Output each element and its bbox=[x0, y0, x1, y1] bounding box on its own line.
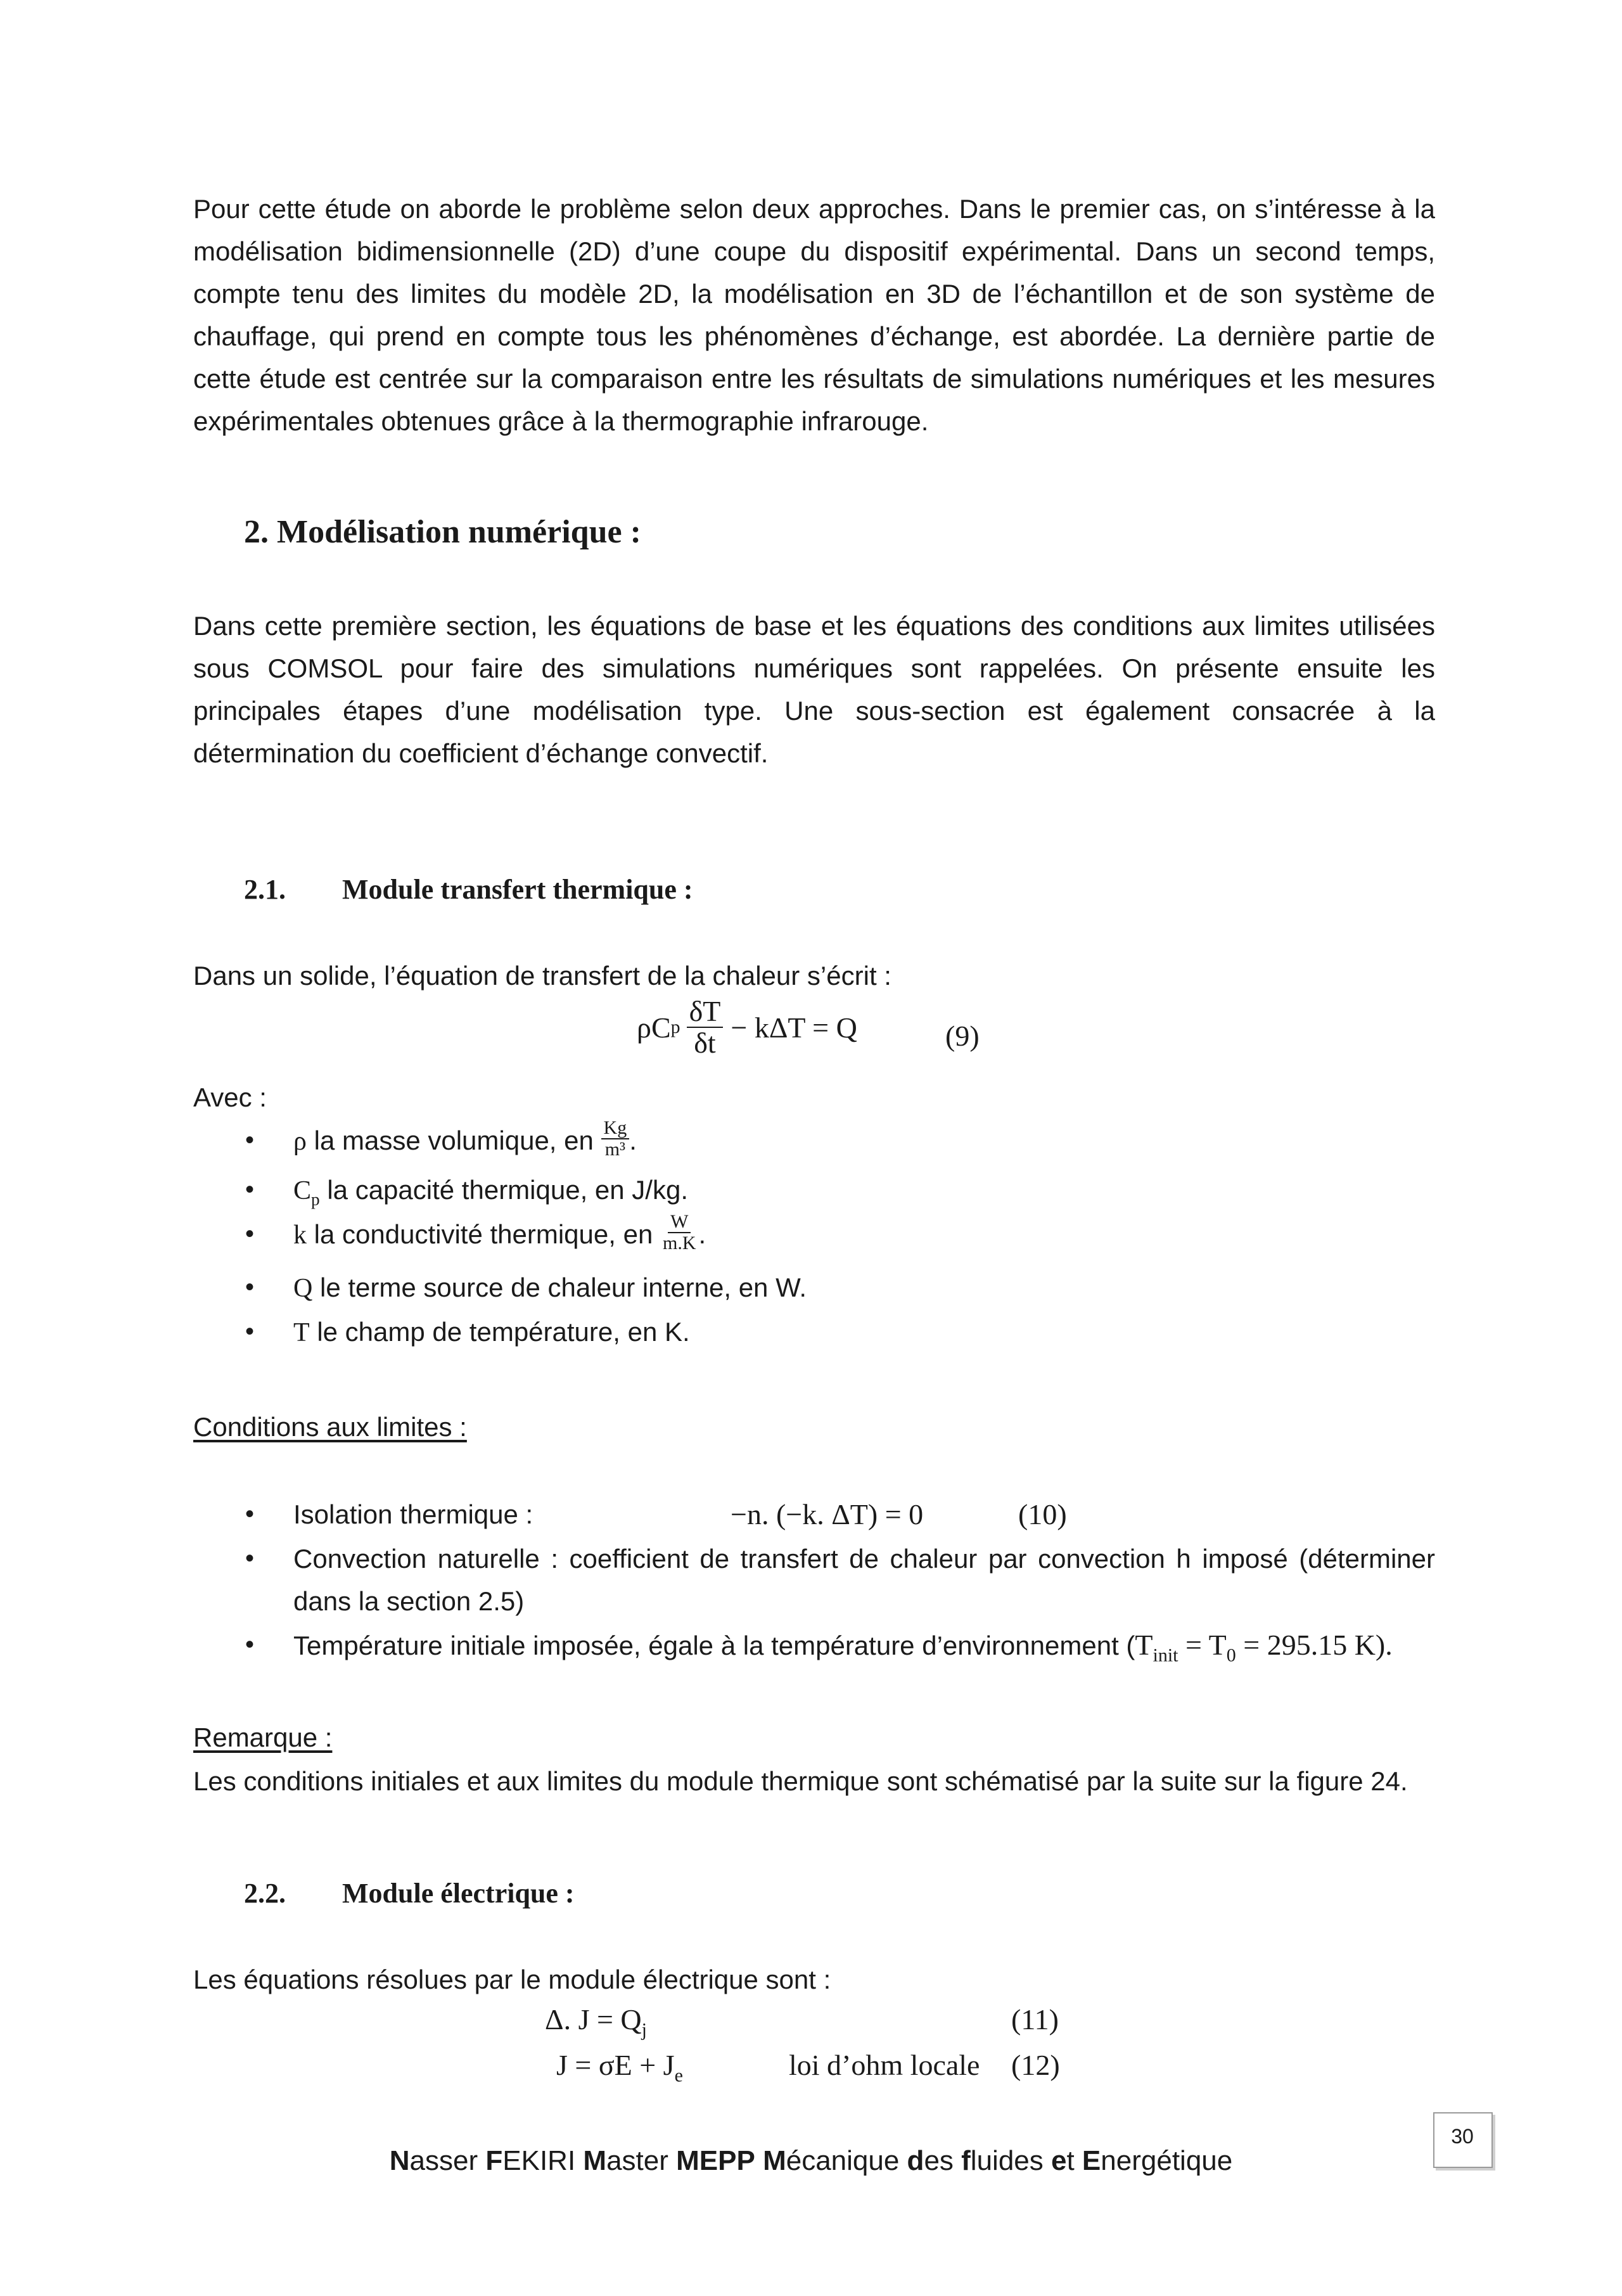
variables-list bbox=[193, 1119, 1435, 1355]
section-2-1-title: Module transfert thermique : bbox=[342, 874, 693, 905]
heat-eq-rho-c: ρC bbox=[637, 1011, 671, 1044]
electric-intro: Les équations résolues par le module électrique sont : bbox=[193, 1965, 831, 1994]
electric-eq-1-number: (11) bbox=[1011, 2003, 1059, 2036]
section-2-1-heading bbox=[244, 873, 693, 906]
list-item: • k la conductivité thermique, en $\frac{W}{m.K}$ . bbox=[245, 1211, 706, 1254]
heat-eq-denominator: δt bbox=[694, 1027, 716, 1060]
page-number: 30 bbox=[1451, 2125, 1474, 2148]
conductivity-unit-fraction: $\frac{W}{m.K}$ bbox=[662, 1211, 696, 1254]
isolation-label: Isolation thermique : bbox=[293, 1499, 533, 1529]
heat-equation bbox=[637, 996, 857, 1059]
section-2-2-number: 2.2. bbox=[244, 1878, 286, 1909]
electric-eq-2: $J = \sigma E + J_e$ bbox=[556, 2049, 683, 2086]
conditions-title: Conditions aux limites : bbox=[193, 1412, 467, 1442]
electric-eq-1: Δ. $J = Q_j$ bbox=[545, 2003, 647, 2041]
footer: Nasser FEKIRI Master MEPP Mécanique des fluides et Energétique bbox=[389, 2145, 1233, 2176]
heat-equation-intro: Dans un solide, l’équation de transfert de la chaleur s’écrit : bbox=[193, 961, 891, 991]
section-2-2-heading bbox=[244, 1877, 575, 1909]
heat-eq-fraction bbox=[687, 996, 724, 1059]
heat-eq-numerator: δT bbox=[687, 996, 724, 1028]
list-item: • ρ la masse volumique, en $\frac{Kg}{\text{m³}}$ . bbox=[245, 1117, 637, 1160]
avec-label: Avec : bbox=[193, 1082, 267, 1112]
list-item: • Convection naturelle : coefficient de transfert de chaleur par convection h imposé (déterminer dans la section 2.5) bbox=[193, 1537, 1435, 1622]
isolation-eq-number: (10) bbox=[1018, 1498, 1067, 1530]
heat-eq-sub-p: p bbox=[670, 1017, 680, 1038]
remark-text: Les conditions initiales et aux limites du module thermique sont schématisé par la suite sur la figure 24. bbox=[193, 1766, 1408, 1796]
heat-eq-number: (9) bbox=[945, 1020, 980, 1052]
section-2-1-number: 2.1. bbox=[244, 874, 286, 905]
list-item: • T le champ de température, en K. bbox=[245, 1317, 690, 1347]
remark-title: Remarque : bbox=[193, 1722, 333, 1752]
list-item: • Q le terme source de chaleur interne, en W. bbox=[245, 1273, 807, 1303]
ohm-law-label: loi d’ohm locale bbox=[789, 2049, 980, 2081]
intro-paragraph: Pour cette étude on aborde le problème selon deux approches. Dans le premier cas, on s’intéresse à la modélisation bidimensionnelle (2D) d’une coupe du dispositif expérimental. Dans un second temps, compte tenu des limites du modèle 2D, la modélisation en 3D de l’échantillon et de son système de chauffage, qui prend en compte tous les phénomènes d’échange, est abordée. La dernière partie de cette étude est centrée sur la comparaison entre les résultats de simulations numériques et les mesures expérimentales obtenues grâce à la thermographie infrarouge. bbox=[193, 194, 1435, 436]
section-2-heading: 2. Modélisation numérique : bbox=[244, 514, 641, 550]
convection-text: Convection naturelle : coefficient de transfert de chaleur par convection h imposé (déterminer dans la section 2.5) bbox=[293, 1544, 1435, 1616]
list-item: • Isolation thermique : −n. (−k. ΔT) = 0 (10) bbox=[193, 1493, 1435, 1537]
list-item: • Température initiale imposée, égale à la température d’environnement ($T_{init} = T_0 = 295.15$ K). bbox=[245, 1629, 1393, 1666]
section-2-paragraph: Dans cette première section, les équations de base et les équations des conditions aux limites utilisées sous COMSOL pour faire des simulations numériques sont rappelées. On présente ensuite les principales étapes d’une modélisation type. Une sous-section est également consacrée à la détermination du coefficient d’échange convectif. bbox=[193, 611, 1435, 768]
section-2-2-title: Module électrique : bbox=[342, 1878, 575, 1909]
electric-eq-2-number: (12) bbox=[1011, 2049, 1060, 2081]
density-unit-fraction: $\frac{Kg}{\text{m³}}$ bbox=[601, 1118, 630, 1159]
heat-eq-rest: − kΔT = Q bbox=[731, 1011, 857, 1044]
conditions-list bbox=[193, 1493, 1435, 1677]
isolation-equation: −n. (−k. ΔT) = 0 bbox=[731, 1498, 924, 1530]
list-item: • $C_p$ la capacité thermique, en J/kg. bbox=[245, 1175, 688, 1209]
